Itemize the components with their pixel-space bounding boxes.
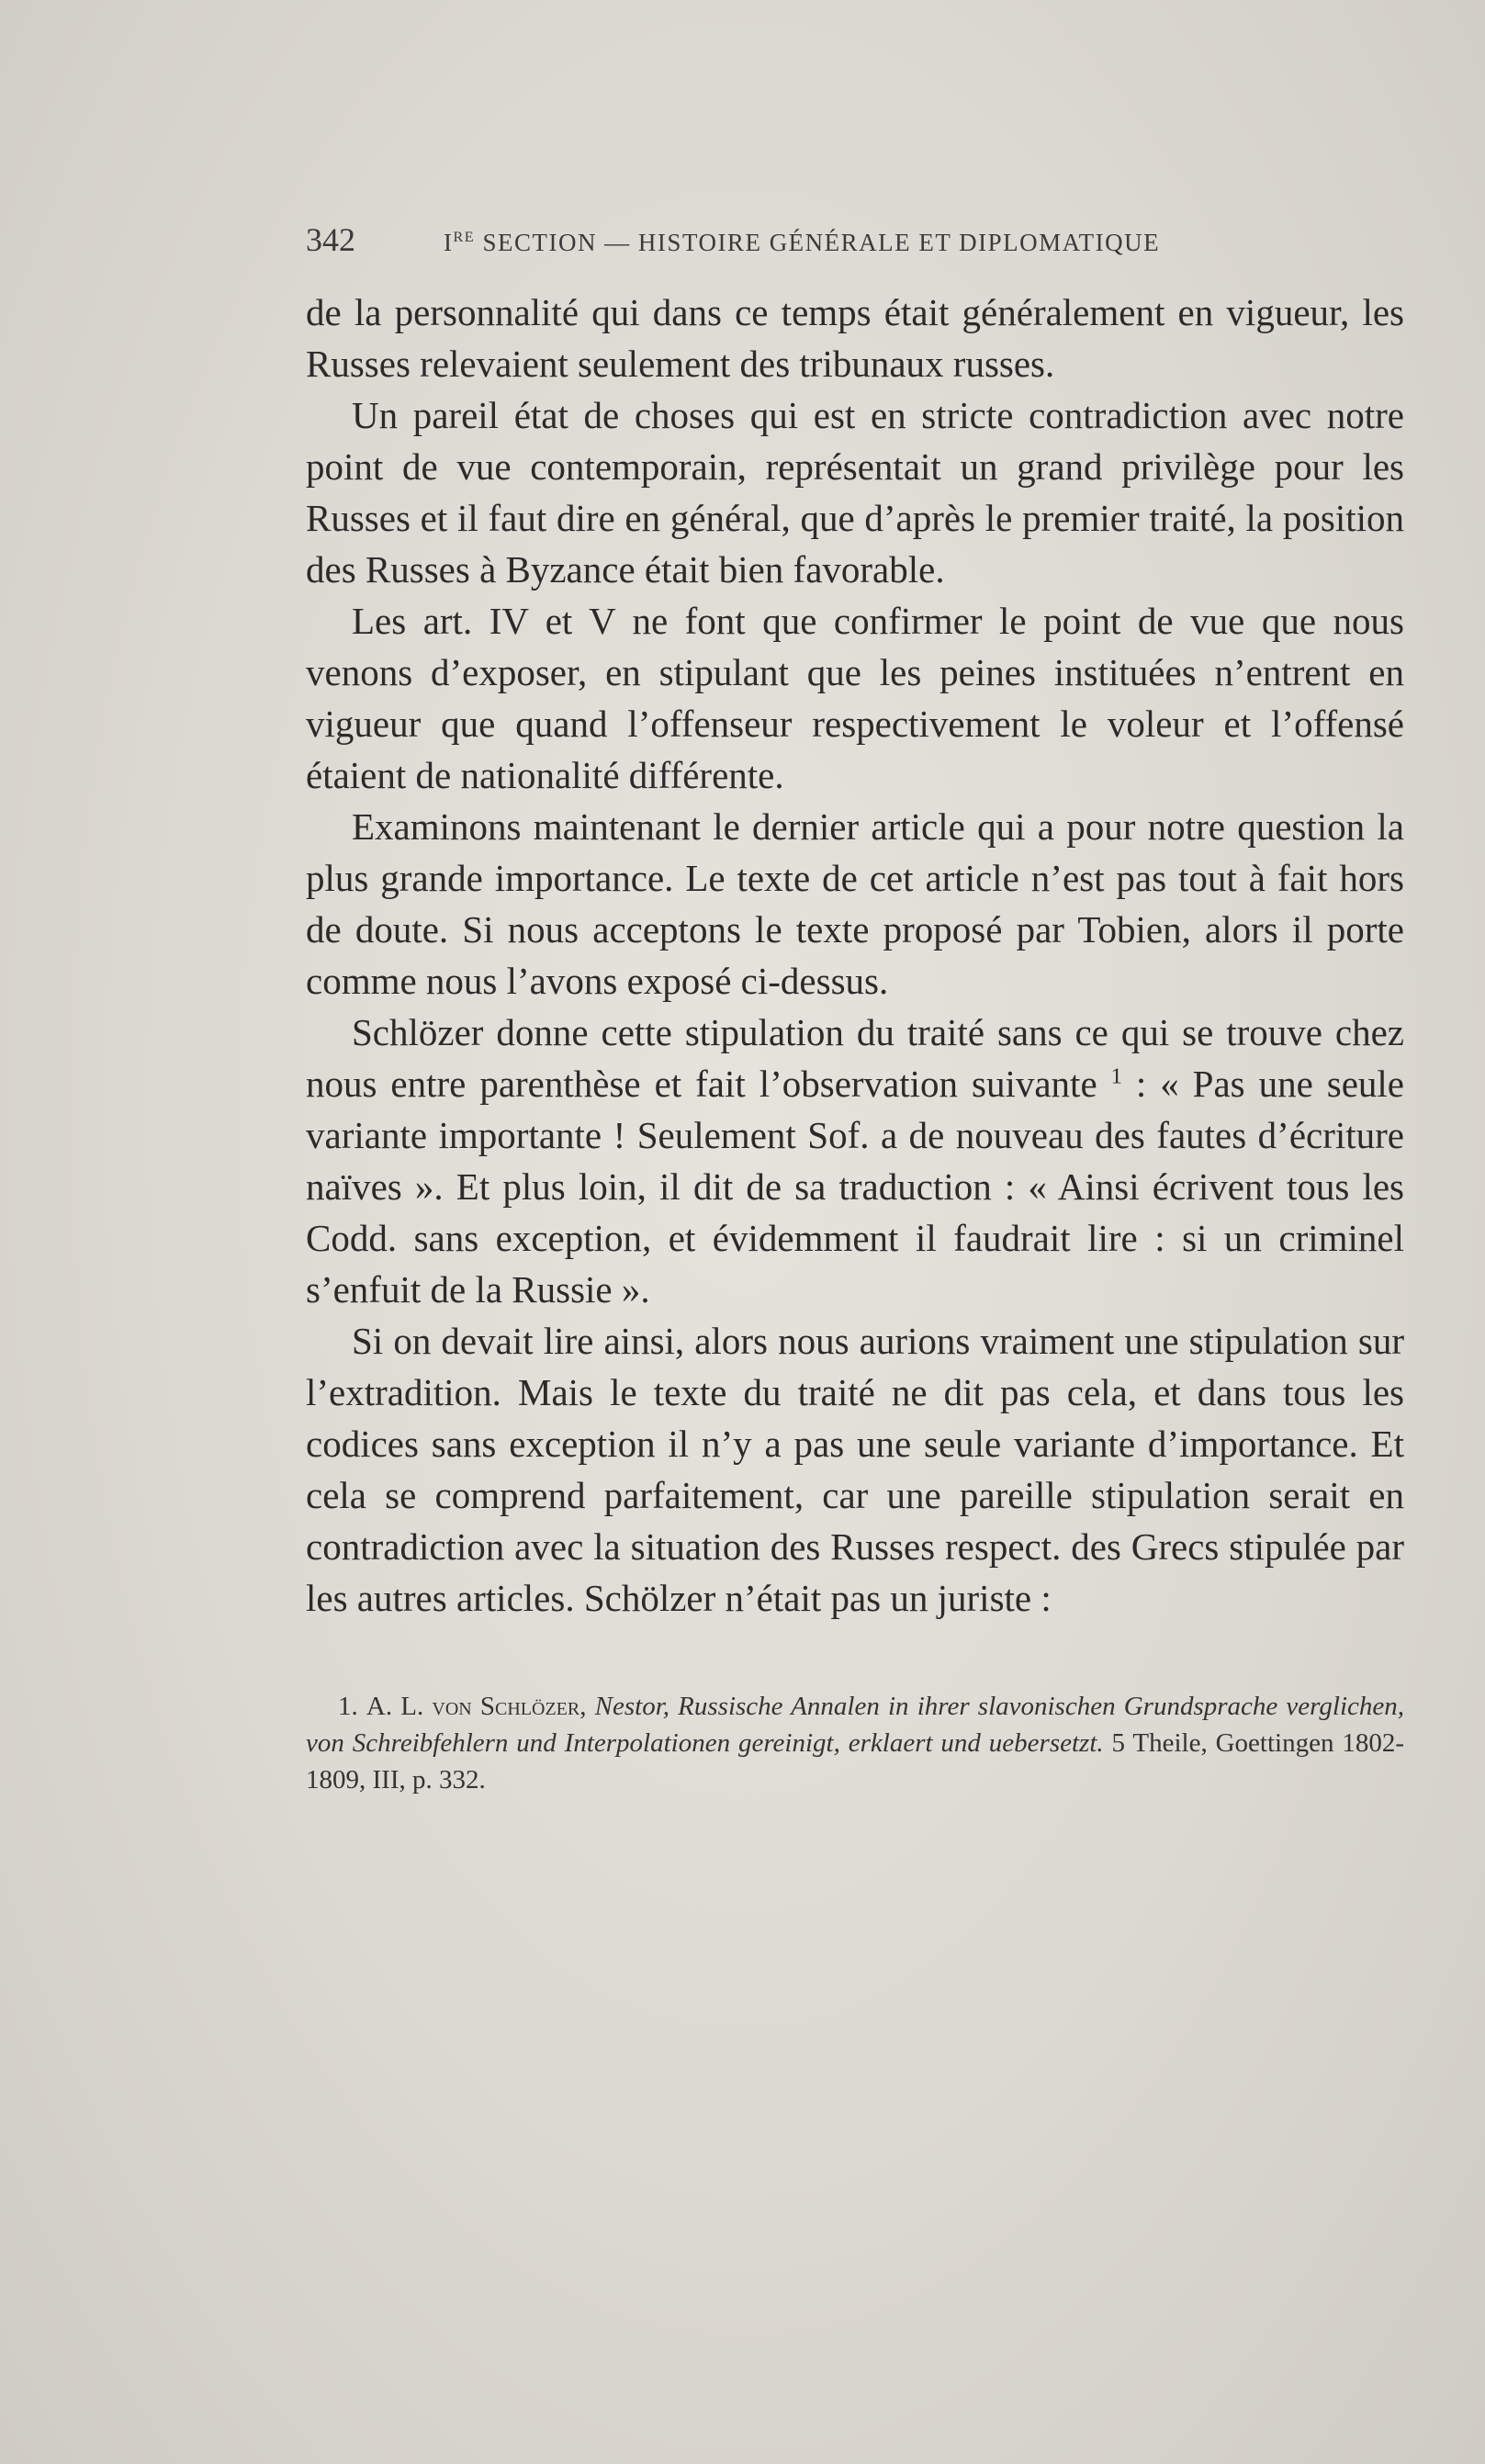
section-title: SECTION — HISTOIRE GÉNÉRALE ET DIPLOMATIQUE <box>475 229 1161 256</box>
paragraph-part: : « Pas une seule variante importante ! Seulement Sof. a de nouveau des fautes d’écriture naïves ». Et plus loin, il dit de sa traduction : « Ainsi écrivent tous les Codd. sans exception, et évidemment il faudrait lire : si un criminel s’enfuit de la Russie ». <box>306 1063 1404 1311</box>
paragraph: Si on devait lire ainsi, alors nous aurions vraiment une stipulation sur l’extradition. Mais le texte du traité ne dit pas cela, et dans tous les codices sans exception il n’y a pas une seule variante d’importance. Et cela se comprend parfaitement, car une pareille stipulation serait en contradiction avec la situation des Russes respect. des Grecs stipulée par les autres articles. Schölzer n’était pas un juriste : <box>306 1320 1404 1619</box>
paragraph: Un pareil état de choses qui est en stricte contradiction avec notre point de vue contemporain, représentait un grand privilège pour les Russes et il faut dire en général, que d’après le premier traité, la position des Russes à Byzance était bien favorable. <box>306 394 1404 591</box>
footnote-rest: 5 Theile, Goettingen 1802-1809, III, p. 332. <box>306 1728 1405 1795</box>
paragraph: Les art. IV et V ne font que confirmer le point de vue que nous venons d’exposer, en stipulant que les peines instituées n’entrent en vigueur que quand l’offenseur respectivement le voleur et l’offensé étaient de nationalité différente. <box>306 600 1404 796</box>
footnote-author: A. L. von Schlözer, <box>366 1692 595 1721</box>
footnote <box>306 1688 1404 1798</box>
footnote-title: Nestor, Russische Annalen in ihrer slavonischen Grundsprache verglichen, von Schreibfehlern und Interpolationen gereinigt, erklaert und uebersetzt. <box>306 1692 1404 1758</box>
paragraph-continued: de la personnalité qui dans ce temps était généralement en vigueur, les Russes relevaient seulement des tribunaux russes. <box>306 291 1404 385</box>
running-head <box>306 220 1404 276</box>
section-sup: RE <box>453 229 476 245</box>
paragraph-part: Schlözer donne cette stipulation du traité sans ce qui se trouve chez nous entre parenthèse et fait l’observation suivante <box>306 1011 1404 1105</box>
footnotes <box>306 1688 1404 1798</box>
page-number: 342 <box>306 221 355 258</box>
footnote-number: 1. <box>338 1692 366 1721</box>
body-text <box>306 287 1404 1624</box>
paragraph: Examinons maintenant le dernier article qui a pour notre question la plus grande importance. Le texte de cet article n’est pas tout à fait hors de doute. Si nous acceptons le texte proposé par Tobien, alors il porte comme nous l’avons exposé ci-dessus. <box>306 805 1404 1002</box>
paragraph-schlozer <box>306 1007 1404 1315</box>
running-head-title <box>444 229 1160 257</box>
text-block <box>306 220 1404 1798</box>
section-prefix: I <box>444 229 454 256</box>
footnote-ref: 1 <box>1110 1063 1122 1089</box>
